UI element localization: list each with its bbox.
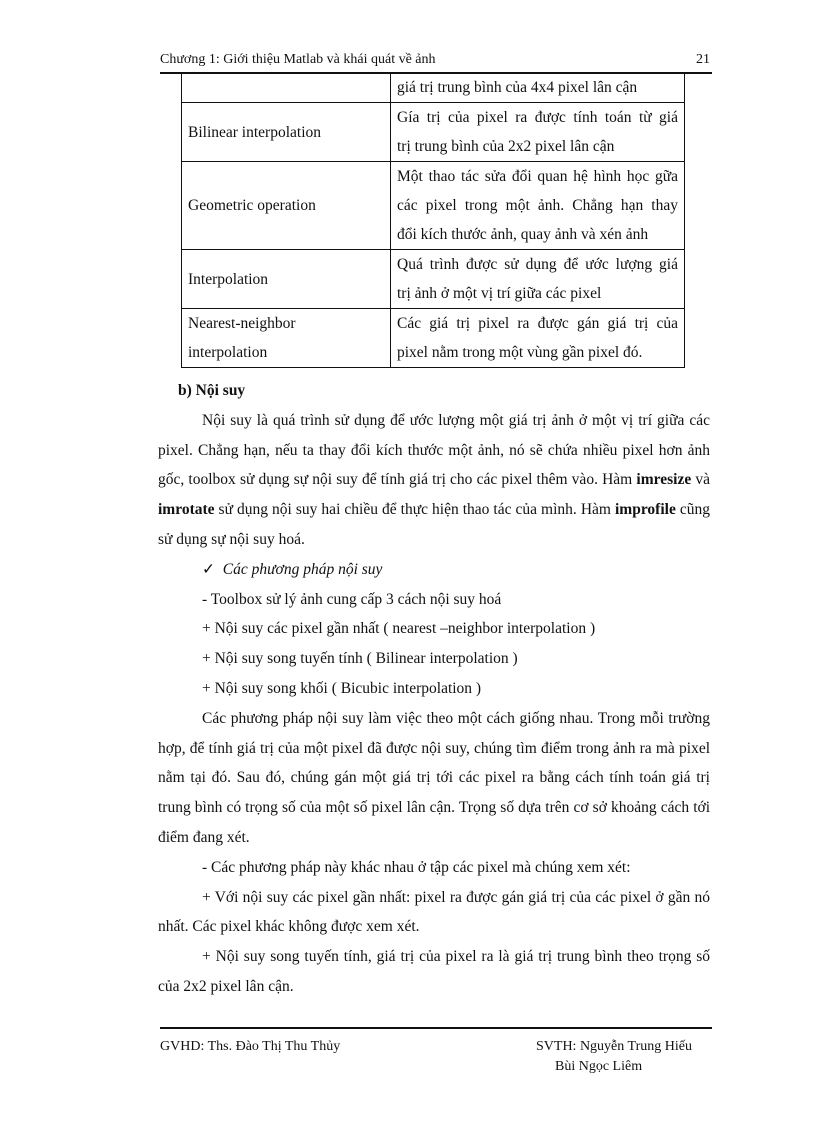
paragraph: Nội suy là quá trình sử dụng để ước lượng một giá trị ảnh ở một vị trí giữa các pixel. Chẳng hạn, nếu ta thay đổi kích thước một ảnh, nó sẽ chứa nhiều pixel hơn ảnh gốc, toolbox sử dụng sự nội suy để tính giá trị cho các pixel thêm vào. Hàm imresize và imrotate sử dụng nội suy hai chiều để thực hiện thao tác của mình. Hàm improfile cũng sử dụng sự nội suy hoá. xyxy=(158,411,710,548)
table-row xyxy=(182,162,685,250)
list-item: + Nội suy song khối ( Bicubic interpolation ) xyxy=(202,679,482,697)
section-heading: b) Nội suy xyxy=(178,382,246,399)
body-text xyxy=(158,376,710,1002)
list-item: + Nội suy các pixel gần nhất ( nearest –neighbor interpolation ) xyxy=(202,620,596,638)
page-number: 21 xyxy=(696,52,710,67)
paragraph: + Nội suy song tuyến tính, giá trị của pixel ra là giá trị trung bình theo trọng số của 2x2 pixel lân cận. xyxy=(158,948,710,995)
glossary-definition: Quá trình được sử dụng để ước lượng giá trị ảnh ở một vị trí giữa các pixel xyxy=(391,250,685,309)
checkmark-icon: ✓ xyxy=(202,560,215,578)
glossary-term xyxy=(182,73,391,103)
table-row xyxy=(182,309,685,368)
function-name: improfile xyxy=(614,501,676,519)
function-name: imresize xyxy=(636,471,692,489)
page-footer xyxy=(160,1027,712,1074)
paragraph: + Với nội suy các pixel gần nhất: pixel ra được gán giá trị của các pixel ở gần nó nhất. Các pixel khác không được xem xét. xyxy=(158,888,710,936)
glossary-definition: Một thao tác sửa đổi quan hệ hình học gữa các pixel trong một ảnh. Chẳng hạn thay đổi kích thước ảnh, quay ảnh và xén ảnh xyxy=(391,162,685,250)
methods-subheading: ✓ Các phương pháp nội suy xyxy=(202,560,383,578)
glossary-definition: Gía trị của pixel ra được tính toán từ giá trị trung bình của 2x2 pixel lân cận xyxy=(391,103,685,162)
table-row xyxy=(182,73,685,103)
glossary-term: Bilinear interpolation xyxy=(182,103,391,162)
glossary-term: Nearest-neighbor interpolation xyxy=(182,309,391,368)
page-header xyxy=(160,50,712,74)
glossary-definition: giá trị trung bình của 4x4 pixel lân cận xyxy=(391,73,685,103)
list-item: + Nội suy song tuyến tính ( Bilinear interpolation ) xyxy=(202,650,518,668)
glossary-term: Interpolation xyxy=(182,250,391,309)
chapter-title: Chương 1: Giới thiệu Matlab và khái quát về ảnh xyxy=(160,52,436,67)
glossary-table xyxy=(181,72,685,368)
list-item: - Các phương pháp này khác nhau ở tập các pixel mà chúng xem xét: xyxy=(202,858,631,876)
glossary-definition: Các giá trị pixel ra được gán giá trị của pixel nằm trong một vùng gần pixel đó. xyxy=(391,309,685,368)
student-names: SVTH: Nguyễn Trung Hiếu Bùi Ngọc Liêm xyxy=(536,1039,692,1074)
table-row xyxy=(182,250,685,309)
list-item: - Toolbox sử lý ảnh cung cấp 3 cách nội suy hoá xyxy=(202,590,502,608)
glossary-term: Geometric operation xyxy=(182,162,391,250)
function-name: imrotate xyxy=(158,501,215,519)
table-row xyxy=(182,103,685,162)
paragraph: Các phương pháp nội suy làm việc theo một cách giống nhau. Trong mỗi trường hợp, để tính giá trị của một pixel đã được nội suy, chúng tìm điểm trong ảnh ra mà pixel nằm tại đó. Sau đó, chúng gán một giá trị tới các pixel ra bằng cách tính toán giá trị trung bình có trọng số của một số pixel lân cận. Trọng số dựa trên cơ sở khoảng cách tới điểm đang xét. xyxy=(158,709,710,846)
advisor-name: GVHD: Ths. Đào Thị Thu Thủy xyxy=(160,1039,341,1054)
